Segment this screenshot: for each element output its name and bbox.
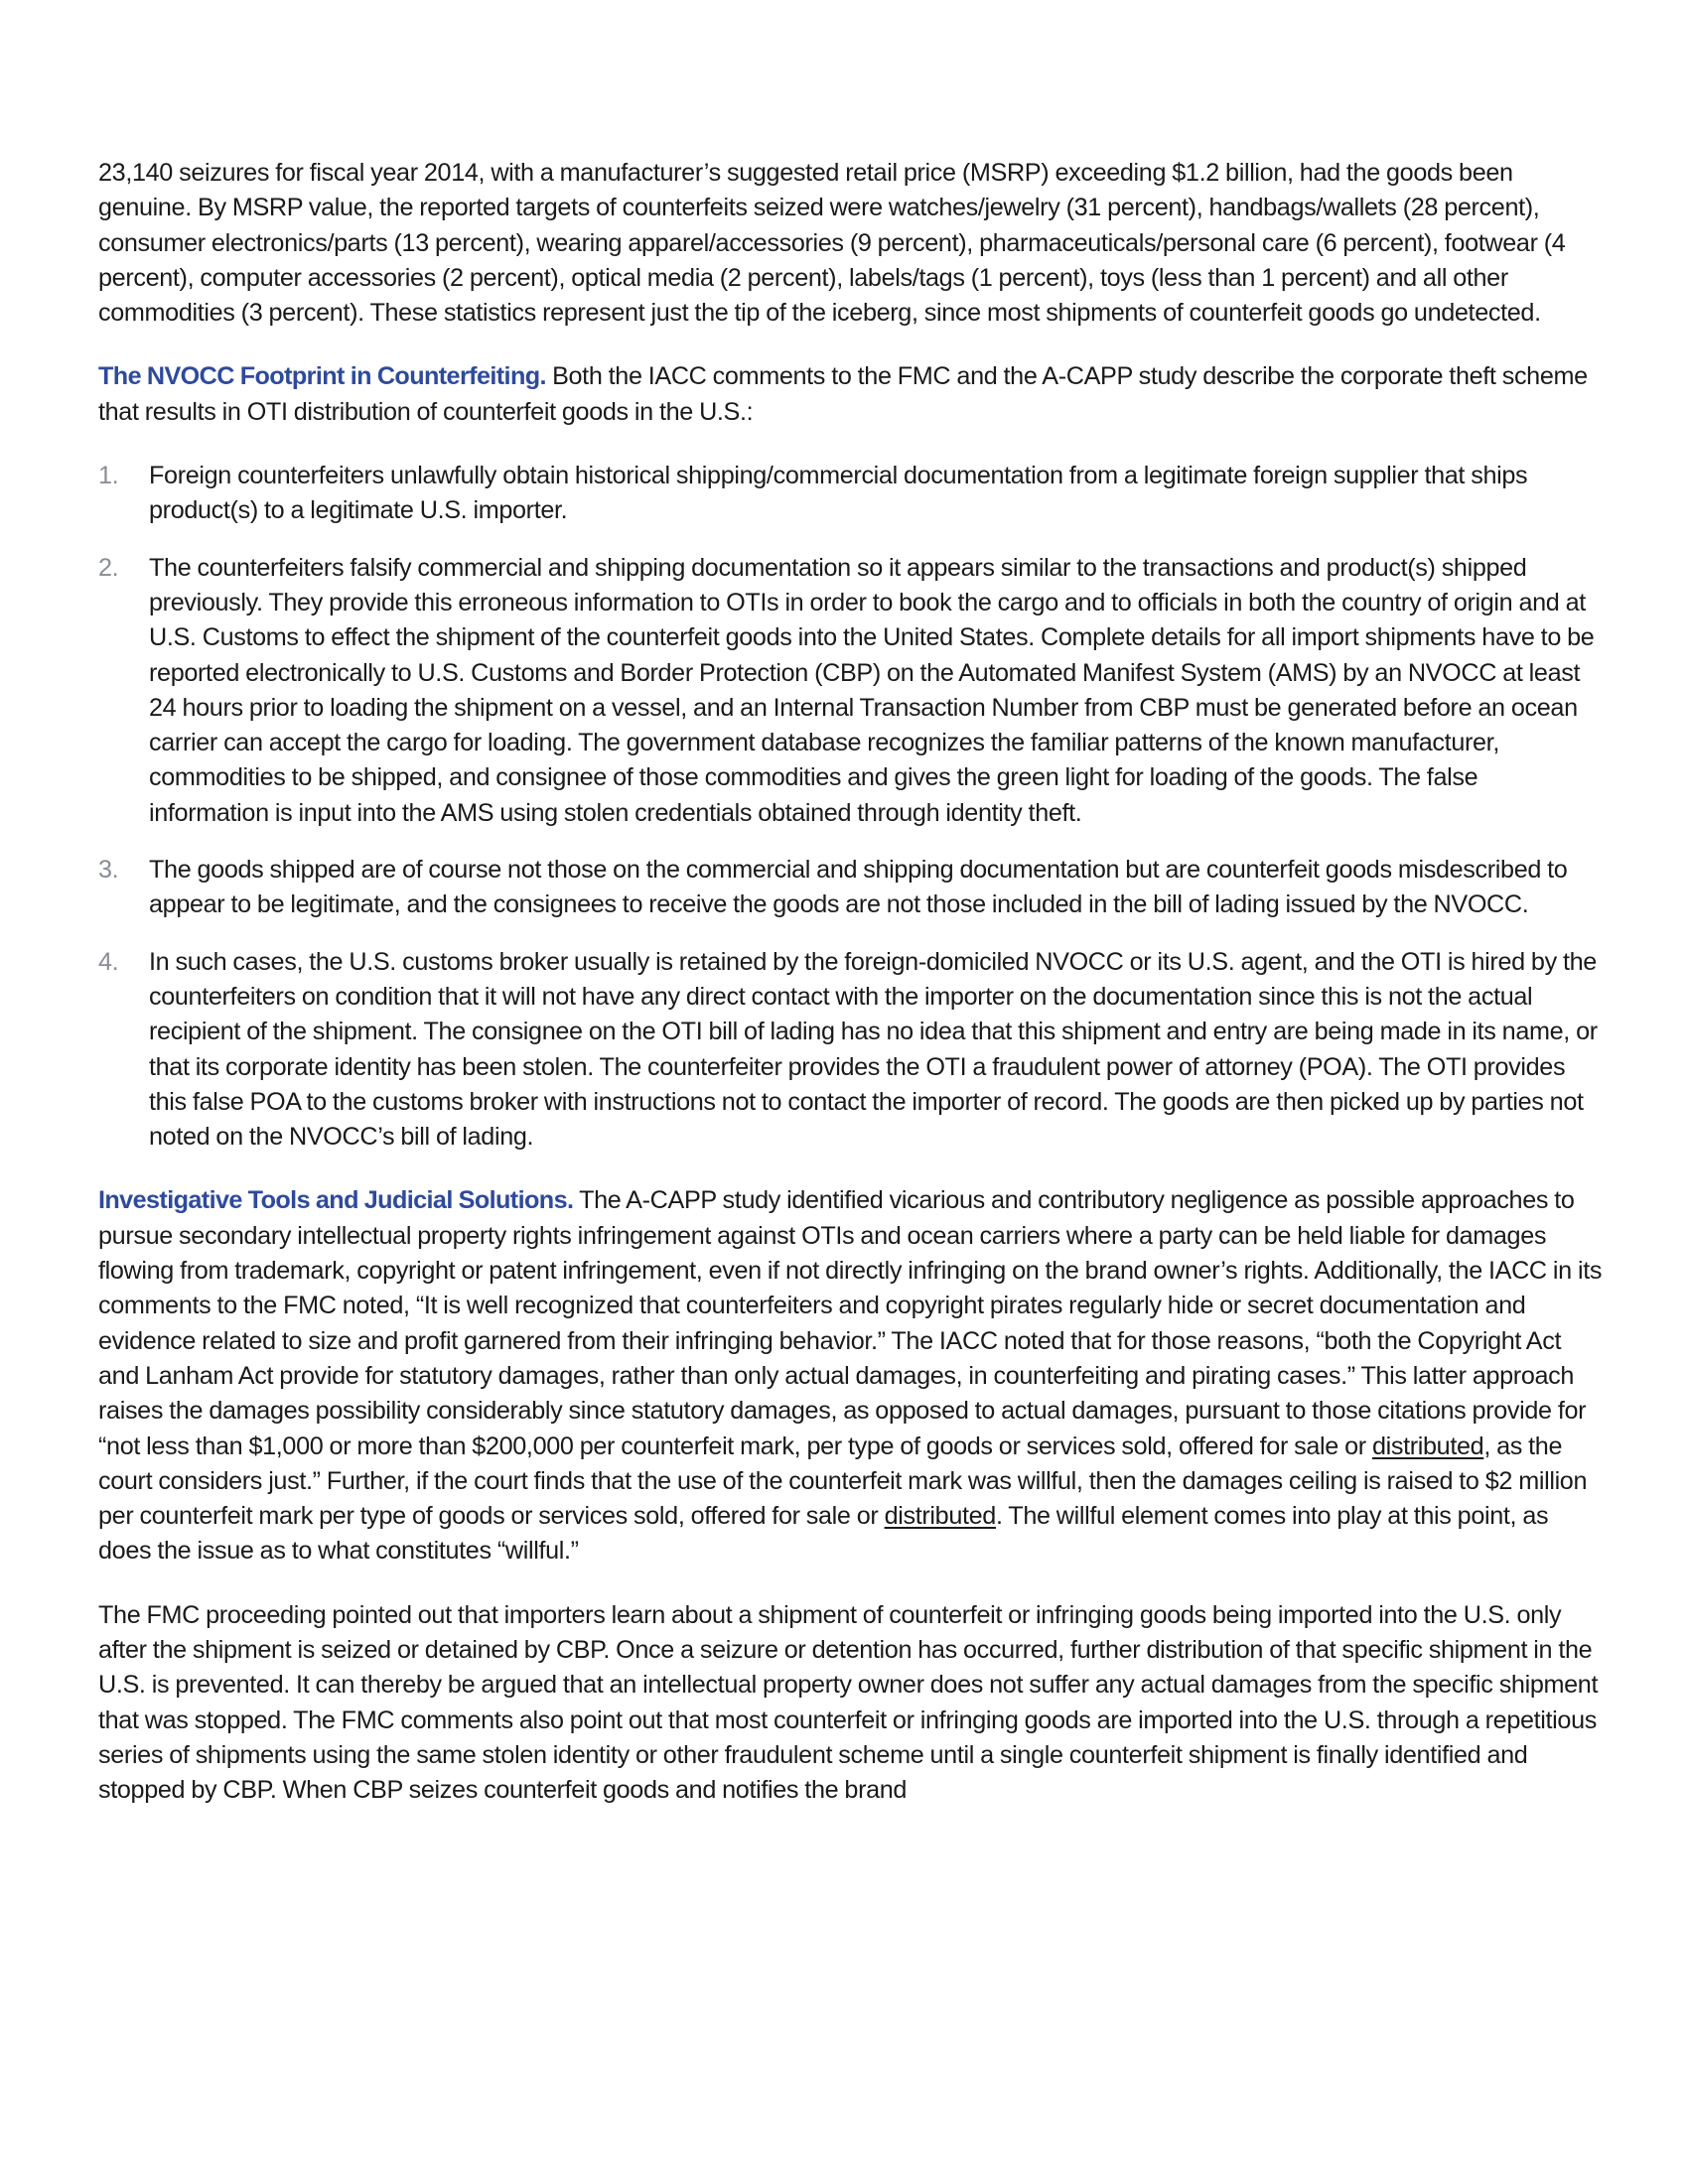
list-item-text: The counterfeiters falsify commercial and shipping documentation so it appears similar to the transactions and product(s) shipped previously. They provide this erroneous information to OTIs in order to book the cargo and to officials in both the country of origin and at U.S. Customs to effect the shipment of the counterfeit goods into the United States. Complete details for all import shipments have to be reported electronically to U.S. Customs and Border Protection (CBP) on the Automated Manifest System (AMS) by an NVOCC at least 24 hours prior to loading the shipment on a vessel, and an Internal Transaction Number from CBP must be generated before an ocean carrier can accept the cargo for loading. The government database recognizes the familiar patterns of the known manufacturer, commodities to be shipped, and consignee of those commodities and gives the green light for loading of the goods. The false information is input into the AMS using stolen credentials obtained through identity theft. — [149, 553, 1595, 827]
list-item-text: Foreign counterfeiters unlawfully obtain historical shipping/commercial documentation from a legitimate foreign supplier that ships product(s) to a legitimate U.S. importer. — [149, 462, 1528, 525]
list-item-number: 2. — [98, 553, 119, 582]
list-item-text: In such cases, the U.S. customs broker usually is retained by the foreign-domiciled NVOCC or its U.S. agent, and the OTI is hired by the counterfeiters on condition that it will not have any direct contact with the importer on the documentation since this is not the actual recipient of the shipment. The consignee on the OTI bill of lading has no idea that this shipment and entry are being made in its name, or that its corporate identity has been stolen. The counterfeiter provides the OTI a fraudulent power of attorney (POA). The OTI provides this false POA to the customs broker with instructions not to contact the importer of record. The goods are then picked up by parties not noted on the NVOCC’s bill of lading. — [149, 947, 1598, 1152]
investigative-tools-paragraph — [98, 1183, 1603, 1569]
list-item-text: The goods shipped are of course not those on the commercial and shipping documentation but are counterfeit goods misdescribed to appear to be legitimate, and the consignees to receive the goods are not those included in the bill of lading issued by the NVOCC. — [149, 856, 1568, 919]
paragraph-text: . The willful element comes into play at this point, as does the issue as to what constitutes “willful.” — [98, 1502, 1549, 1566]
list-item — [98, 853, 1603, 923]
section-heading-investigative-tools: Investigative Tools and Judicial Solutions. — [98, 1186, 574, 1215]
document-page — [98, 156, 1603, 1808]
paragraph-text: , as the court considers just.” Further, if the court finds that the use of the counterfeit mark was willful, then the damages ceiling is raised to $2 million per counterfeit mark per type of goods or services sold, offered for sale or — [98, 1432, 1588, 1531]
intro-paragraph: 23,140 seizures for fiscal year 2014, with a manufacturer’s suggested retail price (MSRP) exceeding $1.2 billion, had the goods been genuine. By MSRP value, the reported targets of counterfeits seized were watches/jewelry (31 percent), handbags/wallets (28 percent), consumer electronics/parts (13 percent), wearing apparel/accessories (9 percent), pharmaceuticals/personal care (6 percent), footwear (4 percent), computer accessories (2 percent), optical media (2 percent), labels/tags (1 percent), toys (less than 1 percent) and all other commodities (3 percent). These statistics represent just the tip of the iceberg, since most shipments of counterfeit goods go undetected. — [98, 159, 1566, 328]
distributed-link[interactable]: distributed — [884, 1502, 996, 1531]
section-heading-nvocc-footprint: The NVOCC Footprint in Counterfeiting. — [98, 362, 546, 391]
list-item-number: 1. — [98, 462, 119, 490]
list-item — [98, 945, 1603, 1156]
list-item — [98, 551, 1603, 831]
nvocc-footprint-paragraph — [98, 359, 1603, 430]
distributed-link[interactable]: distributed — [1371, 1432, 1484, 1460]
list-item — [98, 459, 1603, 529]
fmc-proceeding-paragraph: The FMC proceeding pointed out that importers learn about a shipment of counterfeit or infringing goods being imported into the U.S. only after the shipment is seized or detained by CBP. Once a seizure or detention has occurred, further distribution of that specific shipment in the U.S. is prevented. It can thereby be argued that an intellectual property owner does not suffer any actual damages from the specific shipment that was stopped. The FMC comments also point out that most counterfeit or infringing goods are imported into the U.S. through a repetitious series of shipments using the same stolen identity or other fraudulent scheme until a single counterfeit shipment is finally identified and stopped by CBP. When CBP seizes counterfeit goods and notifies the brand — [98, 1600, 1599, 1805]
counterfeit-scheme-steps-list — [98, 459, 1603, 1155]
paragraph-text: The A-CAPP study identified vicarious and contributory negligence as possible approaches to pursue secondary intellectual property rights infringement against OTIs and ocean carriers where a party can be held liable for damages flowing from trademark, copyright or patent infringement, even if not directly infringing on the brand owner’s rights. Additionally, the IACC in its comments to the FMC noted, “It is well recognized that counterfeiters and copyright pirates regularly hide or secret documentation and evidence related to size and profit garnered from their infringing behavior.” The IACC noted that for those reasons, “both the Copyright Act and Lanham Act provide for statutory damages, rather than only actual damages, in counterfeiting and pirating cases.” This latter approach raises the damages possibility considerably since statutory damages, as opposed to actual damages, pursuant to those citations provide for “not less than $1,000 or more than $200,000 per counterfeit mark, per type of goods or services sold, offered for sale or — [98, 1186, 1603, 1460]
list-item-number: 3. — [98, 856, 119, 885]
section-intro-text: Both the IACC comments to the FMC and the A-CAPP study describe the corporate theft scheme that results in OTI distribution of counterfeit goods in the U.S.: — [98, 362, 1588, 426]
list-item-number: 4. — [98, 947, 119, 976]
